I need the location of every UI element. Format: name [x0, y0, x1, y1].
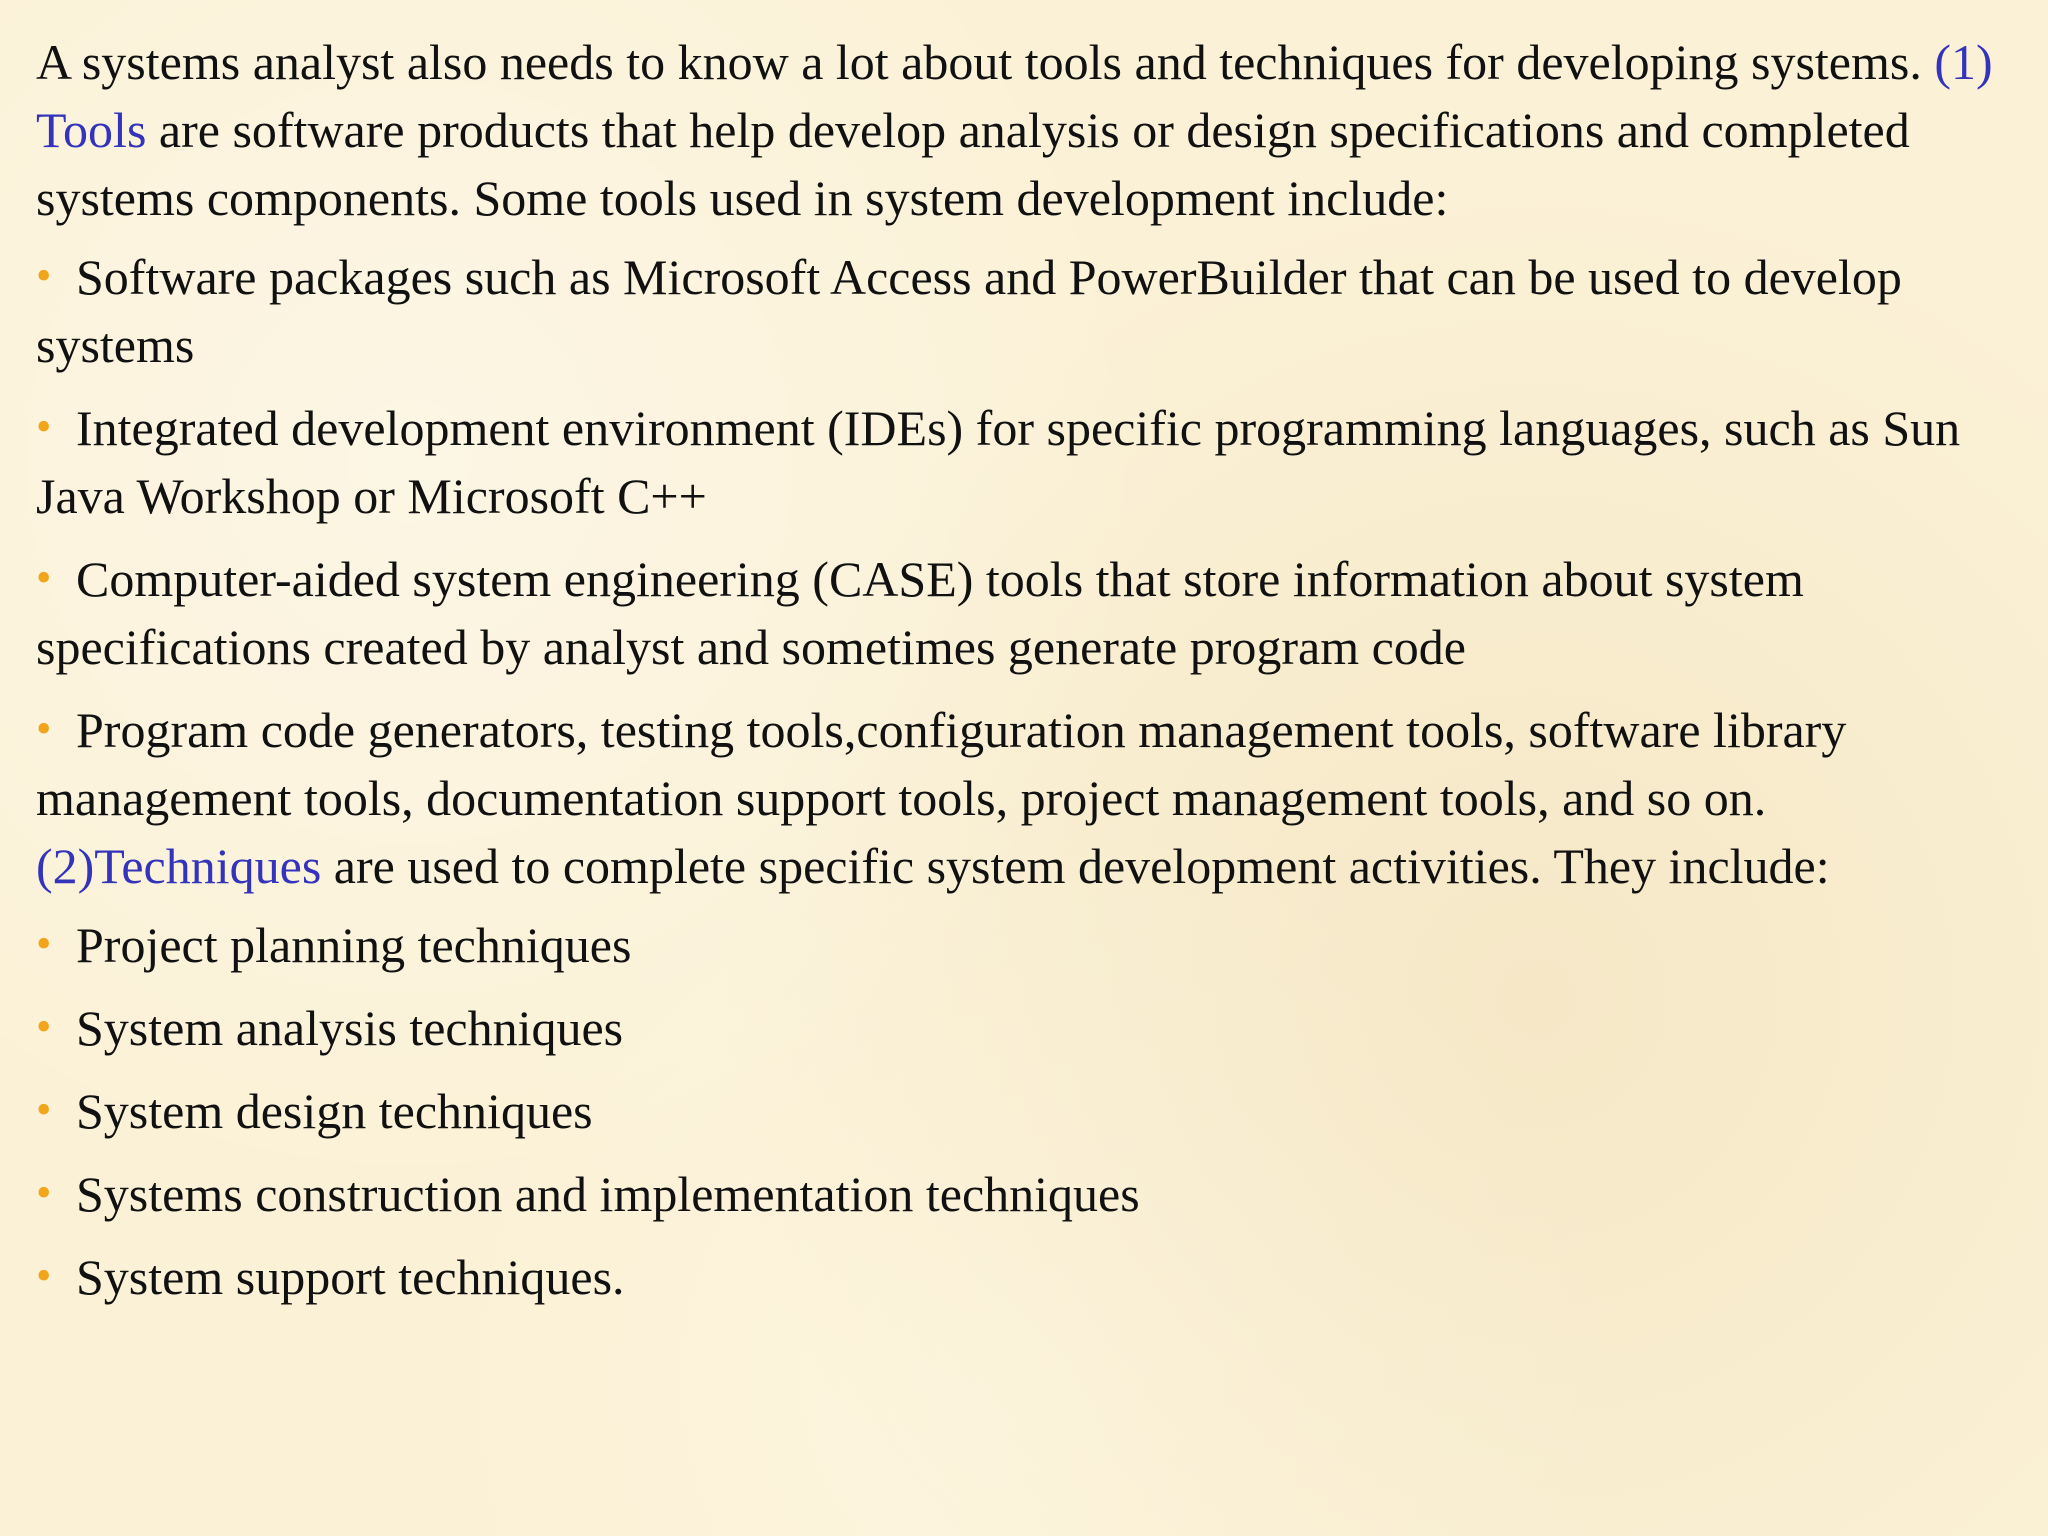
bullet-icon: •: [36, 704, 52, 753]
techniques-paragraph: [36, 832, 2028, 900]
techniques-list: [36, 910, 2028, 1311]
bullet-icon: •: [36, 1168, 52, 1217]
list-item: [36, 1076, 2028, 1145]
techniques-term: (2)Techniques: [36, 838, 322, 894]
tools-item-text: Integrated development environment (IDEs) for specific programming languages, such as Sun Java Workshop or Microsoft C++: [36, 400, 1961, 524]
technique-item-text: System design techniques: [76, 1083, 593, 1139]
list-item: [36, 993, 2028, 1062]
bullet-icon: •: [36, 251, 52, 300]
technique-item-text: System support techniques.: [76, 1249, 625, 1305]
intro-tools-text: are software products that help develop analysis or design specifications and completed systems components. Some tools used in system development include:: [36, 102, 1910, 226]
list-item: [36, 242, 2028, 379]
list-item: [36, 1242, 2028, 1311]
intro-paragraph: [36, 28, 2028, 232]
intro-lead-text: A systems analyst also needs to know a lot about tools and techniques for developing systems.: [36, 34, 1935, 90]
tools-term: (1) Tools: [36, 34, 1993, 158]
technique-item-text: Systems construction and implementation techniques: [76, 1166, 1140, 1222]
techniques-text: are used to complete specific system development activities. They include:: [321, 838, 1830, 894]
technique-item-text: Project planning techniques: [76, 917, 632, 973]
bullet-icon: •: [36, 919, 52, 968]
list-item: [36, 910, 2028, 979]
tools-list: [36, 242, 2028, 832]
bullet-icon: •: [36, 1251, 52, 1300]
list-item: [36, 544, 2028, 681]
tools-item-text: Program code generators, testing tools,configuration management tools, software library management tools, documentation support tools, project management tools, and so on.: [36, 702, 1847, 826]
list-item: [36, 1159, 2028, 1228]
list-item: [36, 393, 2028, 530]
bullet-icon: •: [36, 1002, 52, 1051]
bullet-icon: •: [36, 402, 52, 451]
tools-item-text: Software packages such as Microsoft Access and PowerBuilder that can be used to develop systems: [36, 249, 1902, 373]
bullet-icon: •: [36, 1085, 52, 1134]
tools-item-text: Computer-aided system engineering (CASE) tools that store information about system specifications created by analyst and sometimes generate program code: [36, 551, 1804, 675]
bullet-icon: •: [36, 553, 52, 602]
technique-item-text: System analysis techniques: [76, 1000, 624, 1056]
list-item: [36, 695, 2028, 832]
